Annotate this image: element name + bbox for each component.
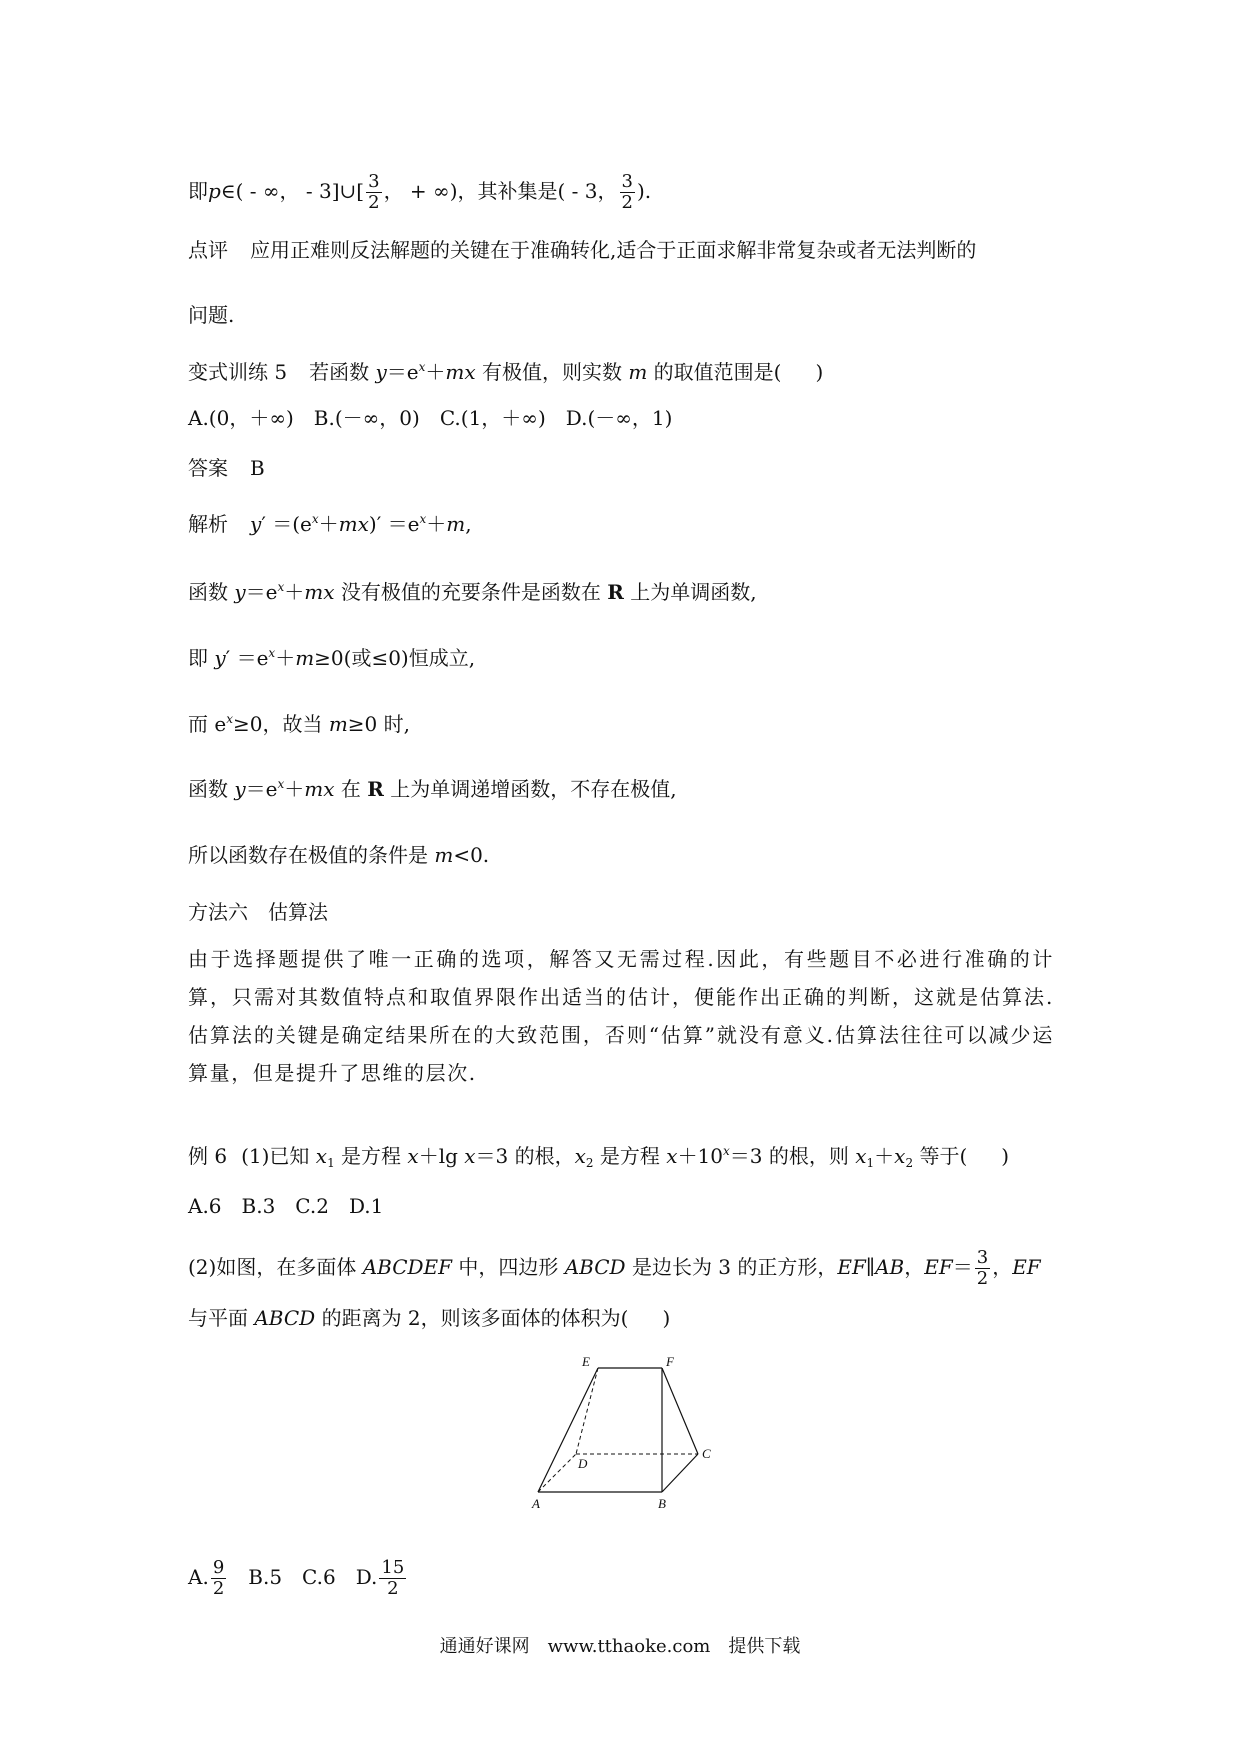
analysis-line-3 [188,644,475,672]
vertex-label-E: E [582,1354,590,1369]
example-label: 例 6 [188,1144,228,1168]
page-footer: 通通好课网 www.tthaoke.com 提供下载 [439,1636,801,1657]
denominator: 2 [368,192,380,213]
text: ＋10 [677,1144,724,1168]
fraction [975,1248,990,1289]
text: 有极值，则实数 [475,360,629,384]
line-set-result [188,172,651,213]
fraction [366,172,381,213]
fraction [211,1558,226,1599]
var-mx: mx [338,512,369,536]
text: 即 [188,179,208,203]
variant-question [188,358,823,386]
method-paragraph: 由于选择题提供了唯一正确的选项，解答又无需过程.因此，有些题目不必进行准确的计算，只需对其数值特点和取值界限作出适当的估计，便能作出正确的判断，这就是估算法.估算法的关键是确定结果所在的大致范围，否则“估算”就没有意义.估算法往往可以减少运算量，但是提升了思维的层次. [188,947,1054,1085]
polyhedron-name: ABCDEF [362,1255,453,1279]
analysis-line-1 [188,510,472,538]
polyhedron-figure [520,1340,720,1530]
text: )′ ＝e [368,512,420,536]
var-x: x [315,1144,328,1168]
quad-name: ABCD [254,1306,316,1330]
var-mx: mx [304,580,335,604]
method-title-text: 方法六 估算法 [188,900,328,924]
denominator: 2 [212,1578,225,1599]
exponent-x: x [418,360,426,374]
text: ＋ [318,512,339,536]
text: ≥0 时, [347,712,410,736]
var-m: m [434,843,454,867]
text: A. [188,1565,209,1589]
text: , [465,512,472,536]
exponent-x: x [268,646,276,660]
edge-BC [662,1454,698,1492]
options-text: A.(0，＋∞) B.(－∞，0) C.(1，＋∞) D.(－∞，1) [188,406,673,430]
text: ) [815,360,824,384]
text: ＋ [426,512,447,536]
var-y: y [234,580,246,604]
text: ， [992,1255,1013,1279]
text: ＋ [275,646,296,670]
text: 的取值范围是( [647,360,782,384]
text: 所以函数存在极值的条件是 [188,843,435,867]
text: 等于( [913,1144,968,1168]
var-m: m [628,360,648,384]
text: 函数 [188,777,235,801]
edge-EA [538,1368,598,1492]
answer-value: B [250,456,265,480]
var-m: m [328,712,348,736]
problem-2-line-2 [188,1304,670,1332]
text: ＝3 的根，则 [729,1144,856,1168]
text: 中，四边形 [452,1255,565,1279]
text: <0. [453,843,490,867]
method-title [188,898,328,926]
vertex-label-B: B [658,1496,666,1511]
text: 上为单调函数, [623,580,757,604]
example-options-2 [188,1558,408,1599]
hidden-edge-AD [538,1454,576,1492]
text: 是方程 [334,1144,408,1168]
text: ， [904,1255,925,1279]
numerator: 3 [621,171,633,192]
options-text: A.6 B.3 C.2 D.1 [188,1194,384,1218]
text: 是边长为 3 的正方形， [625,1255,838,1279]
text: ＝e [245,777,278,801]
text: (2)如图，在多面体 [188,1255,363,1279]
example-options-1 [188,1192,383,1220]
segment-EF: EF [924,1255,953,1279]
text: 若函数 [309,360,376,384]
text: 上为单调递增函数，不存在极值, [383,777,677,801]
var-x: x [894,1144,906,1168]
var-y: y [250,512,262,536]
text: ). [636,179,652,203]
var-y: y [375,360,387,384]
answer-label: 答案 [188,456,228,480]
var-x: x [464,1144,476,1168]
text: ＝ [952,1255,973,1279]
edge-FC [662,1368,698,1454]
parallel-statement: EF∥AB [837,1255,905,1279]
subscript: 2 [905,1156,914,1170]
exponent-x: x [277,777,285,791]
variant-label: 变式训练 5 [188,360,288,384]
text: ＋lg [418,1144,465,1168]
text: 即 [188,646,215,670]
text: ≥0，故当 [232,712,329,736]
analysis-line-5 [188,775,677,803]
var-y: y [214,646,226,670]
quad-name: ABCD [564,1255,626,1279]
exponent-x: x [311,512,319,526]
text: ∈( - ∞， - 3]∪[ [220,179,365,203]
subscript: 1 [327,1156,335,1170]
fraction [620,172,635,213]
vertex-label-D: D [578,1456,588,1471]
text: ＋ [284,580,305,604]
text: ) [662,1306,671,1330]
text: ＋ [284,777,305,801]
denominator: 2 [976,1268,989,1289]
var-x: x [666,1144,678,1168]
exponent-x: x [419,512,427,526]
text: 没有极值的充要条件是函数在 [334,580,608,604]
text: B.5 C.6 D. [228,1565,378,1589]
hidden-edge-ED [576,1368,598,1454]
exponent-x: x [723,1144,730,1158]
remark-continuation [188,301,234,329]
exponent-x: x [226,712,233,726]
var-m: m [446,512,466,536]
text: ′ ＝e [225,646,269,670]
analysis-line-6 [188,841,489,869]
analysis-label: 解析 [188,512,228,536]
text: 而 e [188,712,227,736]
var-p: p [208,179,221,203]
var-x: x [855,1144,867,1168]
variant-options [188,404,672,432]
remark-label: 点评 [188,238,228,262]
text: ≥0(或≤0)恒成立, [314,646,476,670]
var-y: y [234,777,246,801]
numerator: 3 [976,1247,989,1268]
vertex-label-F: F [666,1354,674,1369]
text: 的距离为 2，则该多面体的体积为( [315,1306,629,1330]
text: 是方程 [593,1144,667,1168]
text: ＝3 的根， [475,1144,575,1168]
text: ， + ∞)，其补集是( - 3， [383,179,618,203]
set-R: R [607,580,624,604]
numerator: 9 [212,1557,225,1578]
analysis-line-2 [188,578,757,606]
remark-text: 应用正难则反法解题的关键在于准确转化,适合于正面求解非常复杂或者无法判断的 [250,238,977,262]
text: ＋ [874,1144,895,1168]
text: 与平面 [188,1306,255,1330]
problem-2-line-1 [188,1248,1041,1289]
exponent-x: x [277,580,285,594]
var-mx: mx [445,360,476,384]
var-x: x [574,1144,586,1168]
numerator: 15 [381,1557,405,1578]
text: ) [1001,1144,1010,1168]
text: ＝e [245,580,278,604]
subscript: 2 [585,1156,594,1170]
remark-text-cont: 问题. [188,303,235,327]
set-R: R [367,777,384,801]
vertex-label-C: C [702,1446,711,1461]
var-m: m [295,646,315,670]
text: ＋ [425,360,446,384]
vertex-label-A: A [532,1496,540,1511]
text: ＝e [386,360,419,384]
denominator: 2 [387,1578,399,1599]
denominator: 2 [621,192,633,213]
text: 在 [334,777,368,801]
text: (1)已知 [241,1144,316,1168]
example-line [188,1142,1009,1170]
segment-EF: EF [1012,1255,1041,1279]
numerator: 3 [368,171,380,192]
text: 函数 [188,580,235,604]
remark-line [188,236,976,264]
answer-line [188,454,265,482]
var-x: x [407,1144,419,1168]
fraction [379,1558,406,1599]
analysis-line-4 [188,710,410,738]
text: ′ ＝(e [261,512,312,536]
var-mx: mx [304,777,335,801]
subscript: 1 [866,1156,875,1170]
